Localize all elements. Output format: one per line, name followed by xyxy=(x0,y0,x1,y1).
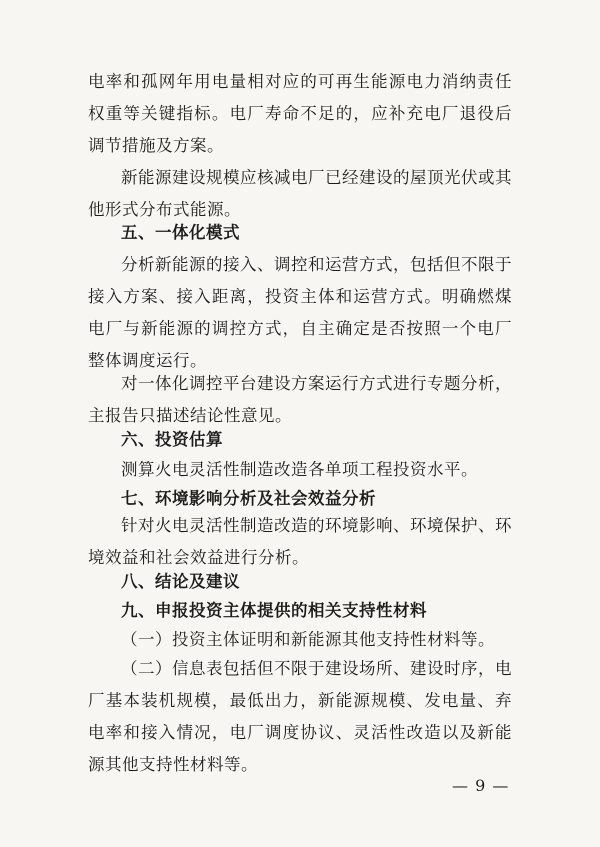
heading-supporting-materials: 九、申报投资主体提供的相关支持性材料 xyxy=(121,601,427,620)
page-number: — 9 — xyxy=(452,776,510,795)
paragraph-consumption-indicators: 电率和孤网年用电量相对应的可再生能源电力消纳责任权重等关键指标。电厂寿命不足的，应补充电厂退役后调节措施及方案。 xyxy=(88,72,512,155)
heading-integration-mode: 五、一体化模式 xyxy=(121,223,240,242)
heading-investment-estimate: 六、投资估算 xyxy=(121,430,223,449)
paragraph-control-platform: 对一体化调控平台建设方案运行方式进行专题分析，主报告只描述结论性意见。 xyxy=(88,374,512,425)
heading-conclusions: 八、结论及建议 xyxy=(121,572,240,591)
paragraph-information-form: （二）信息表包括但不限于建设场所、建设时序，电厂基本装机规模，最低出力，新能源规模、发电量、弃电率和接入情况，电厂调度协议、灵活性改造以及新能源其他支持性材料等。 xyxy=(88,659,512,774)
paragraph-rooftop-pv: 新能源建设规模应核减电厂已经建设的屋顶光伏或其他形式分布式能源。 xyxy=(88,168,512,219)
paragraph-grid-connection: 分析新能源的接入、调控和运营方式，包括但不限于接入方案、接入距离，投资主体和运营方式。明确燃煤电厂与新能源的调控方式，自主确定是否按照一个电厂整体调度运行。 xyxy=(88,255,512,370)
paragraph-investor-proof: （一）投资主体证明和新能源其他支持性材料等。 xyxy=(121,630,495,649)
heading-environmental-analysis: 七、环境影响分析及社会效益分析 xyxy=(121,489,376,508)
paragraph-investment-level: 测算火电灵活性制造改造各单项工程投资水平。 xyxy=(121,460,478,479)
paragraph-environmental-impact: 针对火电灵活性制造改造的环境影响、环境保护、环境效益和社会效益进行分析。 xyxy=(88,516,512,567)
